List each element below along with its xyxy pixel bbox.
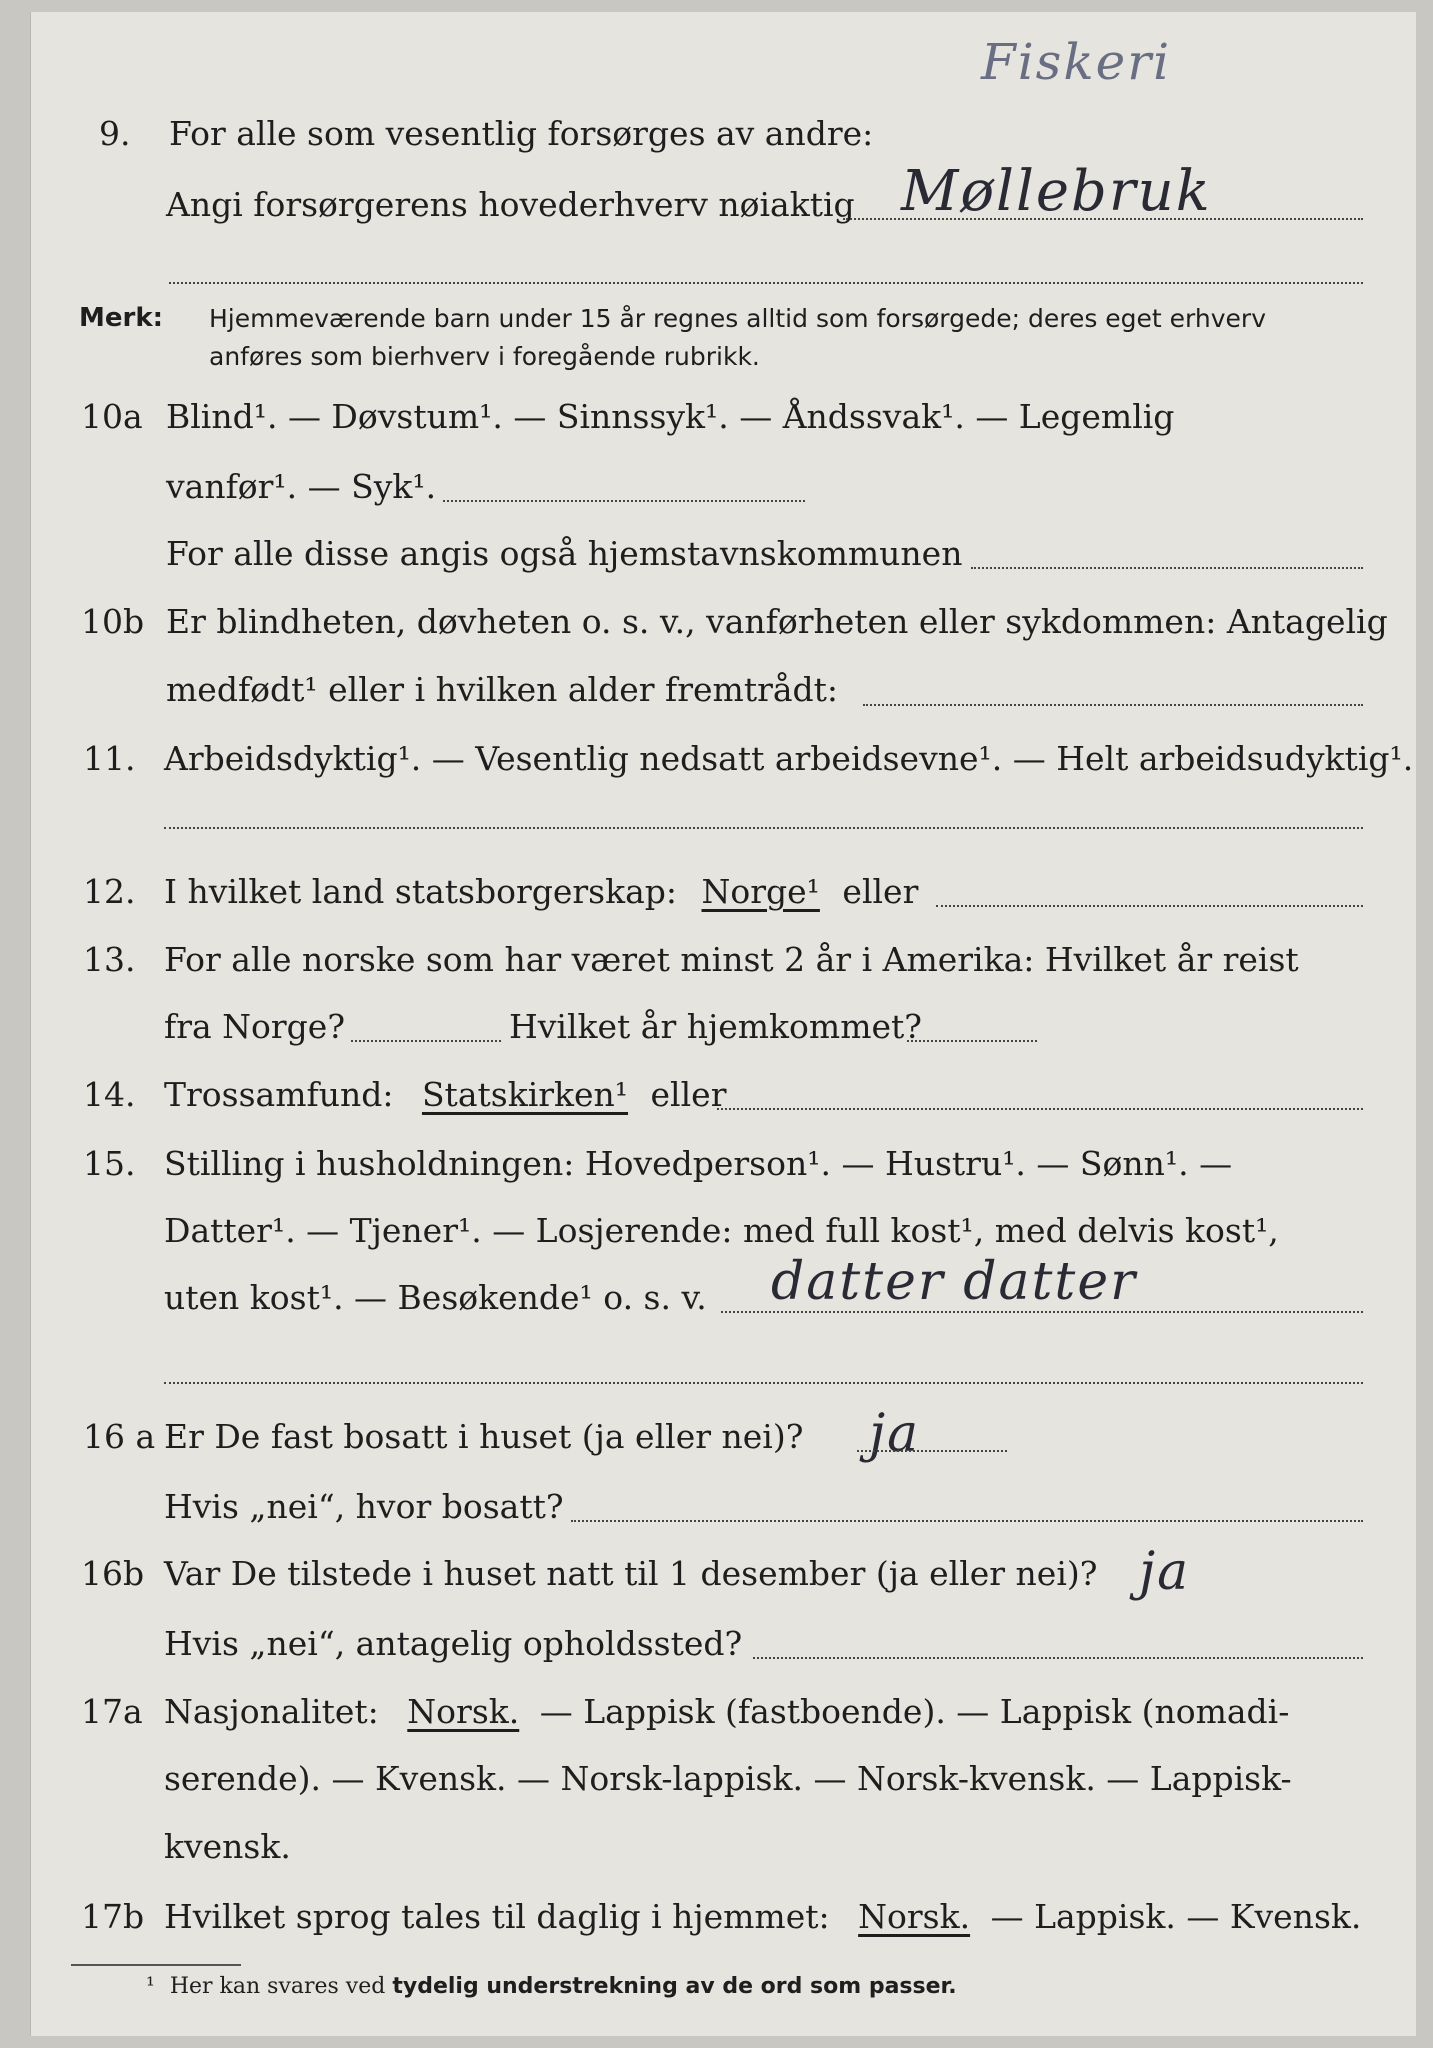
q10a-line1: Blind¹. — Døvstum¹. — Sinnssyk¹. — Åndssvak¹. — Legemlig [166, 397, 1175, 436]
q17a-norsk-option[interactable]: Norsk. [407, 1692, 520, 1731]
q13-number: 13. [83, 940, 136, 979]
q15-line3: uten kost¹. — Besøkende¹ o. s. v. [164, 1278, 707, 1317]
q15-handwritten-answer[interactable]: datter datter [771, 1252, 1137, 1312]
q16b-line1: Var De tilstede i huset natt til 1 desember (ja eller nei)? [164, 1554, 1098, 1593]
footnote-text: Her kan svares ved [169, 1974, 386, 1999]
q17b-norsk-option[interactable]: Norsk. [858, 1897, 971, 1936]
q17b-question: Hvilket sprog tales til daglig i hjemmet: [164, 1897, 830, 1936]
q16b-opholdssted-line [753, 1657, 1363, 1659]
q14-line [164, 1075, 726, 1115]
handwritten-occupation-note: Fiskeri [981, 33, 1172, 91]
q16a-handwritten-answer[interactable]: ja [869, 1404, 921, 1464]
q14-other-line [717, 1108, 1363, 1110]
q9-number: 9. [99, 114, 131, 153]
q10b-number: 10b [81, 602, 145, 641]
q16b-number: 16b [81, 1554, 145, 1593]
footnote [146, 1972, 957, 2002]
q17b-line [164, 1897, 1361, 1937]
q10a-kommune-line [971, 567, 1363, 569]
q17a-line3: kvensk. [164, 1827, 291, 1866]
q11-answer-line [164, 827, 1363, 829]
q14-question: Trossamfund: [164, 1075, 394, 1114]
q10a-number: 10a [81, 397, 143, 436]
q10a-line2: vanfør¹. — Syk¹. [166, 467, 437, 506]
q9-extra-line [169, 282, 1363, 284]
q9-line1: For alle som vesentlig forsørges av andre: [169, 114, 874, 153]
q12-norge-option[interactable]: Norge¹ [701, 872, 820, 911]
q12-line [164, 872, 918, 912]
q14-eller: eller [650, 1075, 727, 1114]
q17b-other-options: — Lappisk. — Kvensk. [990, 1897, 1362, 1936]
q10a-syk-line [443, 500, 805, 502]
q13-reist-line [351, 1040, 501, 1042]
q13-line2b: Hvilket år hjemkommet? [509, 1007, 922, 1046]
q12-number: 12. [83, 872, 136, 911]
q10b-line2: medfødt¹ eller i hvilken alder fremtrådt: [166, 670, 839, 709]
q17a-question: Nasjonalitet: [164, 1692, 379, 1731]
q14-number: 14. [83, 1075, 136, 1114]
q10b-answer-line [863, 704, 1363, 706]
q9-handwritten-answer[interactable]: Møllebruk [901, 159, 1212, 224]
census-form-page [30, 12, 1416, 2036]
q17b-number: 17b [81, 1897, 145, 1936]
q16a-line2: Hvis „nei“, hvor bosatt? [164, 1487, 564, 1526]
q11-number: 11. [83, 739, 136, 778]
q12-question: I hvilket land statsborgerskap: [164, 872, 678, 911]
q13-line2a: fra Norge? [164, 1007, 346, 1046]
q9-line2: Angi forsørgerens hovederhverv nøiaktig [166, 185, 855, 224]
q16a-line1: Er De fast bosatt i huset (ja eller nei)? [164, 1417, 804, 1456]
q16b-handwritten-answer[interactable]: ja [1139, 1542, 1191, 1602]
footnote-bold-text: tydelig understrekning av de ord som passer. [392, 1974, 957, 1999]
merk-line2: anføres som bierhverv i foregående rubrikk. [209, 342, 760, 371]
q12-eller: eller [842, 872, 919, 911]
merk-label: Merk: [79, 303, 164, 333]
q12-other-line [936, 905, 1363, 907]
footnote-rule [71, 1964, 241, 1966]
q10a-line3: For alle disse angis også hjemstavnskommunen [166, 534, 963, 573]
q10b-line1: Er blindheten, døvheten o. s. v., vanførheten eller sykdommen: Antagelig [166, 602, 1388, 641]
q15-line2: Datter¹. — Tjener¹. — Losjerende: med full kost¹, med delvis kost¹, [164, 1211, 1279, 1250]
q15-number: 15. [83, 1144, 136, 1183]
q17a-line2: serende). — Kvensk. — Norsk-lappisk. — Norsk-kvensk. — Lappisk- [164, 1759, 1292, 1798]
footnote-mark: ¹ [146, 1974, 155, 1999]
q17a-line1 [164, 1692, 1289, 1732]
q15-extra-line [164, 1382, 1363, 1384]
q16a-bosatt-line [571, 1520, 1363, 1522]
q13-line1: For alle norske som har været minst 2 år i Amerika: Hvilket år reist [164, 940, 1299, 979]
q11-line1: Arbeidsdyktig¹. — Vesentlig nedsatt arbeidsevne¹. — Helt arbeidsudyktig¹. [164, 739, 1414, 778]
q14-statskirken-option[interactable]: Statskirken¹ [421, 1075, 629, 1114]
q16a-number: 16 a [83, 1417, 156, 1456]
q13-hjemkommet-line [907, 1040, 1037, 1042]
merk-line1: Hjemmeværende barn under 15 år regnes alltid som forsørgede; deres eget erhverv [209, 304, 1266, 333]
q17a-other-options: — Lappisk (fastboende). — Lappisk (nomadi- [539, 1692, 1290, 1731]
q16a-answer-line [857, 1450, 1007, 1452]
q16b-line2: Hvis „nei“, antagelig opholdssted? [164, 1624, 743, 1663]
q15-line1: Stilling i husholdningen: Hovedperson¹. — Hustru¹. — Sønn¹. — [164, 1144, 1233, 1183]
q17a-number: 17a [81, 1692, 143, 1731]
